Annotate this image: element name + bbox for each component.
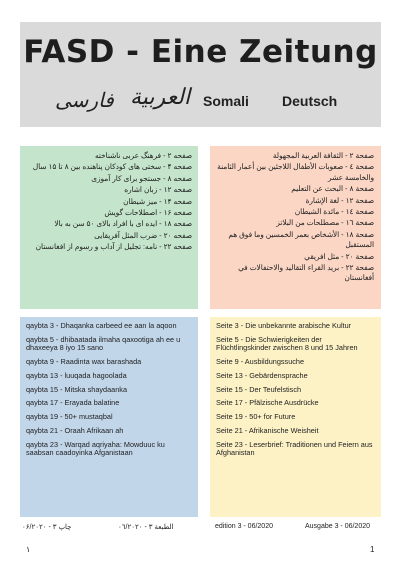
masthead [20,22,381,127]
persian-edition-label: چاپ ۳ - ۰۶/۲۰۲۰ [22,524,72,531]
list-item: صفحة ٤ - صعوبات الأطفال اللاجئين بين أعمار الثامنة والخامسة عشر [217,162,374,182]
page-number-right: 1 [370,545,375,554]
list-item: صفحه ۱۶ - اصطلاحات گویش [104,208,192,218]
list-item: صفحه ۲۰ - ضرب المثل آفریقایی [94,230,192,240]
list-item: Seite 19 - 50+ for Future [216,412,296,422]
arabic-contents-list [210,146,381,289]
list-item: صفحة ٨ - البحث عن التعليم [291,184,374,194]
page-number-left: ۱ [26,545,31,554]
language-label-arabic: العربية [130,85,191,110]
list-item: Seite 5 - Die Schwierigkeiten der Flüchtlingskinder zwischen 8 und 15 Jahren [216,334,358,353]
list-item: qaybta 9 - Raadinta wax barashada [26,357,142,367]
language-label-somali: Somali [203,93,249,109]
list-item: Seite 15 - Der Teufelstisch [216,384,302,394]
list-item: Seite 21 - Afrikanische Weisheit [216,426,319,436]
list-item: Seite 23 - Leserbrief: Traditionen und Feiern aus Afghanistan [216,439,373,458]
somali-contents-list [20,317,198,467]
list-item: صفحه ۲۲ - نامه: تجلیل از آداب و رسوم از افغانستان [35,242,192,252]
list-item: Seite 13 - Gebärdensprache [216,370,308,380]
list-item: Seite 17 - Pfälzische Ausdrücke [216,398,319,408]
list-item: صفحة ١٢ - لغة الإشارة [305,195,374,205]
list-item: صفحة ١٤ - مائدة الشيطان [294,207,374,217]
language-label-german: Deutsch [282,93,338,109]
list-item: صفحه ۸ - جستجو برای کار آموزی [91,173,192,183]
list-item: صفحه ۲ - فرهنگ عربی ناشناخته [94,151,192,160]
list-item: qaybta 17 - Erayada balatine [26,398,120,408]
list-item: صفحه ۱۲ - زبان اشاره [124,185,192,195]
list-item: صفحه ۱۸ - ایده ای با افراد بالای ۵۰ سن به بالا [54,219,192,229]
list-item: qaybta 15 - Mitska shaydaanka [26,384,127,394]
persian-contents-box [20,146,198,309]
list-item: صفحة ١٨ - الأشخاص بعمر الخمسين وما فوق هم المستقبل [228,229,374,250]
list-item: qaybta 19 - 50+ mustaqbal [26,412,113,422]
list-item: qaybta 13 - luuqada hagoolada [26,370,127,380]
list-item: صفحة ٢٠ - مثل افريقي [304,251,374,261]
german-contents-list [210,317,381,467]
list-item: qaybta 21 - Oraah Afrikaan ah [26,426,124,436]
list-item: qaybta 5 - dhibaatada ilmaha qaxootiga ah ee u dhaxeeya 8 iyo 15 sano [26,334,181,353]
list-item: صفحه ۱۴ - میز شیطان [123,196,192,206]
list-item: qaybta 3 - Dhaqanka carbeed ee aan la aqoon [26,321,177,330]
list-item: صفحة ٢٢ - بريد القراء التقاليد والاحتفالات في أفغانستان [238,263,374,283]
german-edition-label: Ausgabe 3 - 06/2020 [305,523,370,530]
arabic-edition-label: الطبعة ٣ - ٠٦/٢٠٢٠ [118,524,174,531]
list-item: qaybta 23 - Warqad aqriyaha: Mowduuc ku saabsan caadoyinka Afganistaan [26,439,165,458]
list-item: صفحة ١٦ - مصطلحات من البلاتز [276,218,374,228]
list-item: صفحه ۴ - سختی های کودکان پناهنده بین ۸ تا ۱۵ سال [32,162,192,172]
arabic-contents-box [210,146,381,309]
somali-contents-box [20,317,198,517]
list-item: صفحة ٢ - الثقافة العربية المجهولة [272,151,374,160]
somali-edition-label: edition 3 - 06/2020 [215,523,273,530]
german-contents-box [210,317,381,517]
list-item: Seite 9 - Ausbildungssuche [216,357,305,367]
list-item: Seite 3 - Die unbekannte arabische Kultur [216,321,352,330]
newspaper-title: FASD - Eine Zeitung [23,34,378,70]
persian-contents-list [20,146,198,258]
language-label-persian: فارسی [55,88,114,112]
